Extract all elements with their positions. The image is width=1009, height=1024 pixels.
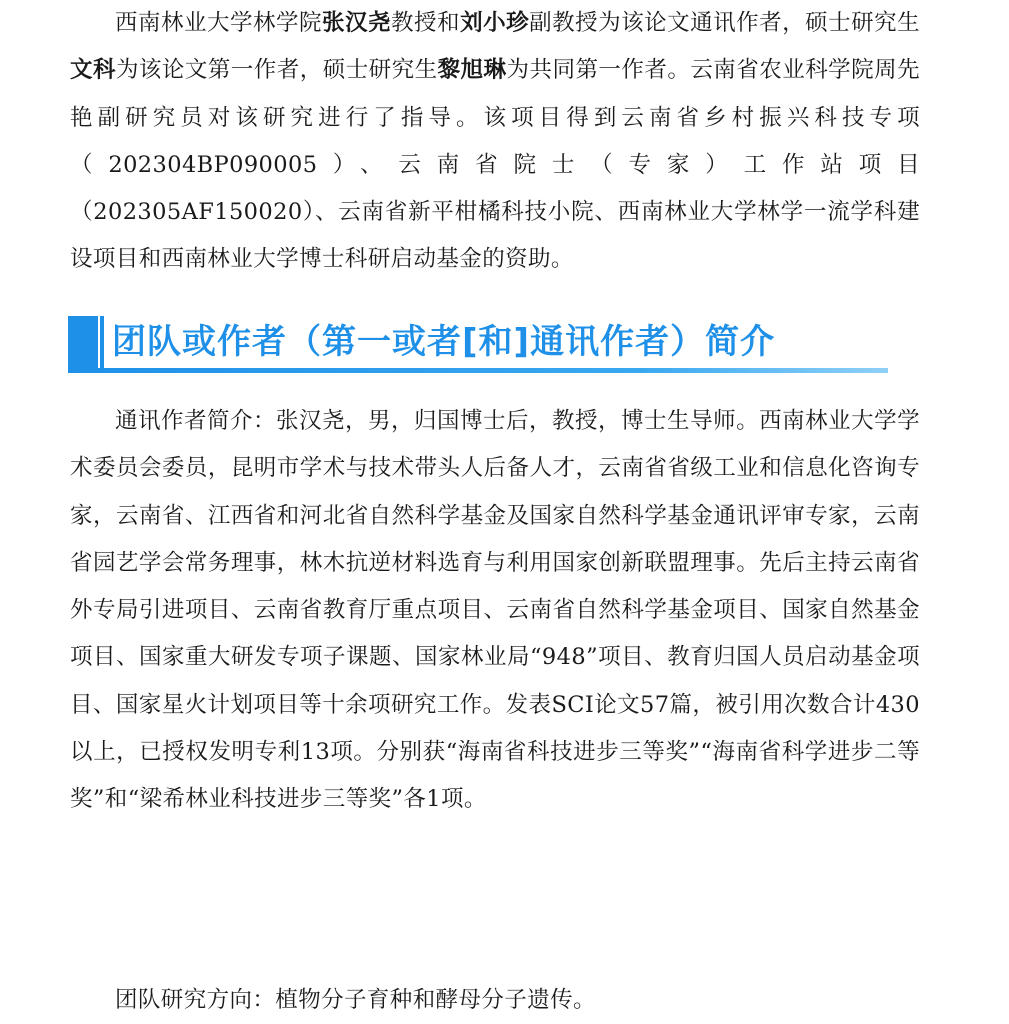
text-segment: 副教授为该论文通讯作者，硕士研究生	[529, 10, 921, 36]
funding-paragraph	[70, 0, 920, 284]
research-direction-paragraph	[70, 977, 920, 1024]
section-heading-title: 团队或作者（第一或者[和]通讯作者）简介	[112, 322, 776, 362]
text-segment: 为该论文第一作者，硕士研究生	[115, 57, 438, 84]
text-segment: 西南林业大学林学院	[115, 10, 323, 36]
author-name-li: 黎旭琳	[437, 57, 507, 84]
heading-accent-bar	[68, 316, 98, 368]
section-heading	[68, 316, 888, 372]
text-segment: 为共同第一作者。云南省农业科学院周先艳副研究员对该研究进行了指导。该项目得到云南省乡村振兴科技专项（202304BP090005）、云南省院士（专家）工作站项目（202305AF150020）、云南省新平柑橘科技小院、西南林业大学林学一流学科建设项目和西南林业大学博士科研启动基金的资助。	[70, 57, 920, 273]
author-name-wen: 文科	[70, 57, 116, 84]
funding-paragraph-text	[70, 0, 920, 284]
author-name-liu: 刘小珍	[460, 10, 530, 36]
heading-underline	[68, 368, 888, 373]
text-segment: 教授和	[391, 10, 461, 36]
author-name-zhang: 张汉尧	[322, 10, 392, 36]
author-bio-text: 通讯作者简介：张汉尧，男，归国博士后，教授，博士生导师。西南林业大学学术委员会委员，昆明市学术与技术带头人后备人才，云南省省级工业和信息化咨询专家，云南省、江西省和河北省自然科学基金及国家自然科学基金通讯评审专家，云南省园艺学会常务理事，林木抗逆材料选育与利用国家创新联盟理事。先后主持云南省外专局引进项目、云南省教育厅重点项目、云南省自然科学基金项目、国家自然基金项目、国家重大研发专项子课题、国家林业局“948”项目、教育归国人员启动基金项目、国家星火计划项目等十余项研究工作。发表SCI论文57篇，被引用次数合计430以上，已授权发明专利13项。分别获“海南省科技进步三等奖”“海南省科学进步二等奖”和“梁希林业科技进步三等奖”各1项。	[70, 408, 920, 813]
author-bio-paragraph	[70, 398, 920, 824]
research-direction-text: 团队研究方向：植物分子育种和酵母分子遗传。	[115, 987, 596, 1013]
